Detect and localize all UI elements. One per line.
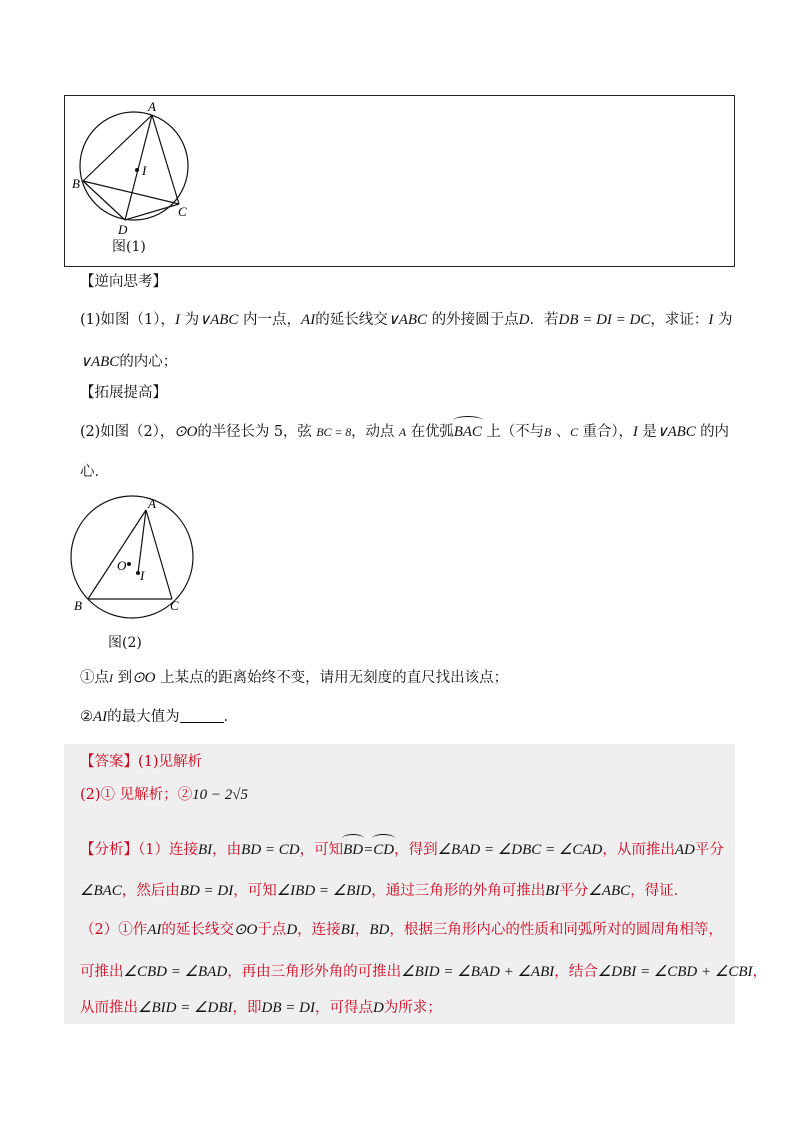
text: ，求证： [650,312,709,328]
math-equation: ∠DBI = ∠CBD + ∠CBI [597,964,753,980]
fig2-label-o: O [117,558,127,573]
math-angle: ∠BAC [80,883,122,899]
math-equation: DB = DI [261,1000,315,1016]
text: ，根据三角形内心的性质和同弧所对的圆周角相等， [389,922,723,938]
math-i: I [632,424,638,440]
text: (2)① 见解析；② [80,787,193,803]
math-answer: 10 − 2√5 [192,787,249,803]
fig1-circle [80,112,188,220]
math-a: A [398,425,407,439]
text: 平分 [559,883,589,899]
math-circle-o: ⊙O [132,670,156,686]
analysis-line5 [80,998,442,1018]
text: 、 [555,424,571,440]
text: ，得证． [630,883,689,899]
text: 的外接圆于点 [431,312,519,328]
text: ， [354,922,370,938]
section2-line2: 心． [80,464,109,480]
figure1-caption: 图(1) [112,239,146,255]
analysis-line3 [80,920,723,940]
figure2-diagram [64,495,214,635]
text: 内一点， [243,312,302,328]
math-triangle: ∨ABC [199,312,239,328]
math-equation: BD = CD [241,842,300,858]
fig1-label-d: D [118,222,128,237]
text: 可推出 [80,964,124,980]
answer-line1 [80,752,202,772]
fig2-point-o [127,562,131,566]
question-2 [80,707,238,727]
text: ，动点 [351,424,395,440]
text: 为 [184,312,200,328]
text: ，结合 [554,964,598,980]
text: 上（不与 [486,424,544,440]
text: ，通过三角形的外角可推出 [371,883,546,899]
math-ad: AD [674,842,695,858]
section1-heading: 【逆向思考】 [80,274,167,290]
text: 平分 [694,842,724,858]
text: ，得到 [394,842,438,858]
math-equation: BD = DI [179,883,234,899]
fig1-label-c: C [178,204,187,219]
fig2-seg-ac [146,510,172,599]
answer-label: 【答案】 [80,754,138,770]
text: ② [80,709,93,725]
text: 的半径长为 5，弦 [197,424,312,440]
math-i: I [175,312,181,328]
text: ，可知 [233,883,277,899]
text: ．若 [529,312,559,328]
math-ai: AI [301,312,316,328]
text: (1)如图（1）， [80,312,176,328]
math-equals: = [363,842,374,858]
math-i: I [109,671,113,685]
figure2-caption: 图(2) [108,635,142,651]
math-bi: BI [340,922,355,938]
analysis-line2 [80,881,688,901]
fig2-label-a: A [148,496,156,511]
math-ai: AI [93,709,108,725]
section1-line1 [80,310,733,330]
math-equation: ∠IBD = ∠BID [276,883,372,899]
text: ，再由三角形外角的可推出 [227,964,402,980]
math-ai: AI [147,922,162,938]
text: ，连接 [297,922,341,938]
math-arc-bac: BAC [453,424,482,440]
math-b: B [543,425,552,439]
text: 是 [642,424,657,440]
question-1 [80,668,508,688]
fig2-seg-ab [88,510,146,599]
math-arc-cd: CD [373,842,395,858]
fig1-point-i [135,168,139,172]
text: 于点 [257,922,287,938]
math-c: C [570,425,579,439]
text: ， [752,964,767,980]
fig1-seg-bd [83,181,125,220]
text: 上某点的距离始终不变，请用无刻度的直尺找出该点； [160,670,509,686]
answer-line2 [80,785,248,805]
text: ，即 [232,1000,262,1016]
section2-heading: 【拓展提高】 [80,385,167,401]
fig2-label-b: B [74,598,82,613]
text: 为 [718,312,733,328]
analysis-line4 [80,962,767,982]
fig1-label-a: A [148,99,156,114]
math-circle-o: ⊙O [233,922,258,938]
text: ，从而推出 [602,842,675,858]
math-equation: ∠BAD = ∠DBC = ∠CAD [437,842,603,858]
text: 的最大值为 [107,709,180,725]
math-d: D [286,922,298,938]
fig1-label-i: I [142,163,147,178]
fig1-seg-cd [125,204,179,220]
text: 的内 [700,424,729,440]
math-bi: BI [197,842,213,858]
math-equation: DB = DI = DC [558,312,651,328]
math-equation: ∠CBD = ∠BAD [123,964,228,980]
text: （2）①作 [80,922,148,938]
math-bc: BC = 8 [316,425,352,439]
math-triangle: ∨ABC [656,424,696,440]
text: 为所求； [383,1000,442,1016]
math-bi: BI [545,883,560,899]
text: 的延长线交 [315,312,388,328]
section2-line1 [80,422,729,442]
math-equation: ∠BID = ∠DBI [138,1000,233,1016]
math-i: I [708,312,714,328]
analysis-line1 [80,840,724,860]
math-equation: ∠BID = ∠BAD + ∠ABI [401,964,555,980]
math-bd: BD [369,922,390,938]
text: 重合）， [582,424,633,440]
math-d: D [518,312,530,328]
math-triangle: ∨ABC [387,312,428,328]
math-arc-bd: BD [343,842,364,858]
text: 到 [117,670,133,686]
math-circle-o: ⊙O [174,424,198,440]
math-triangle: ∨ABC [80,354,120,370]
text: ①点 [80,670,109,686]
fig1-seg-bc [83,181,179,204]
figure1-diagram [64,95,264,265]
text: ，可知 [299,842,344,858]
fig1-seg-ac [152,115,179,204]
text: （1）连接 [138,842,198,858]
text: ，然后由 [121,883,180,899]
text: (1)见解析 [138,754,203,770]
math-angle: ∠ABC [588,883,631,899]
text: ，可得点 [314,1000,373,1016]
text: 的延长线交 [161,922,234,938]
analysis-label: 【分析】 [80,842,138,858]
text: (2)如图（2）， [80,424,175,440]
text: 在优弧 [410,424,454,440]
fig2-label-c: C [170,598,179,613]
text: 从而推出 [80,1000,138,1016]
text: ，由 [212,842,242,858]
section1-line2 [80,352,177,372]
answer-blank [180,708,224,723]
text: ． [223,709,239,725]
fig1-label-b: B [72,176,80,191]
text: 的内心； [119,354,178,370]
fig1-seg-ad [125,115,152,220]
fig2-label-i: I [140,568,145,583]
math-d: D [372,1000,384,1016]
